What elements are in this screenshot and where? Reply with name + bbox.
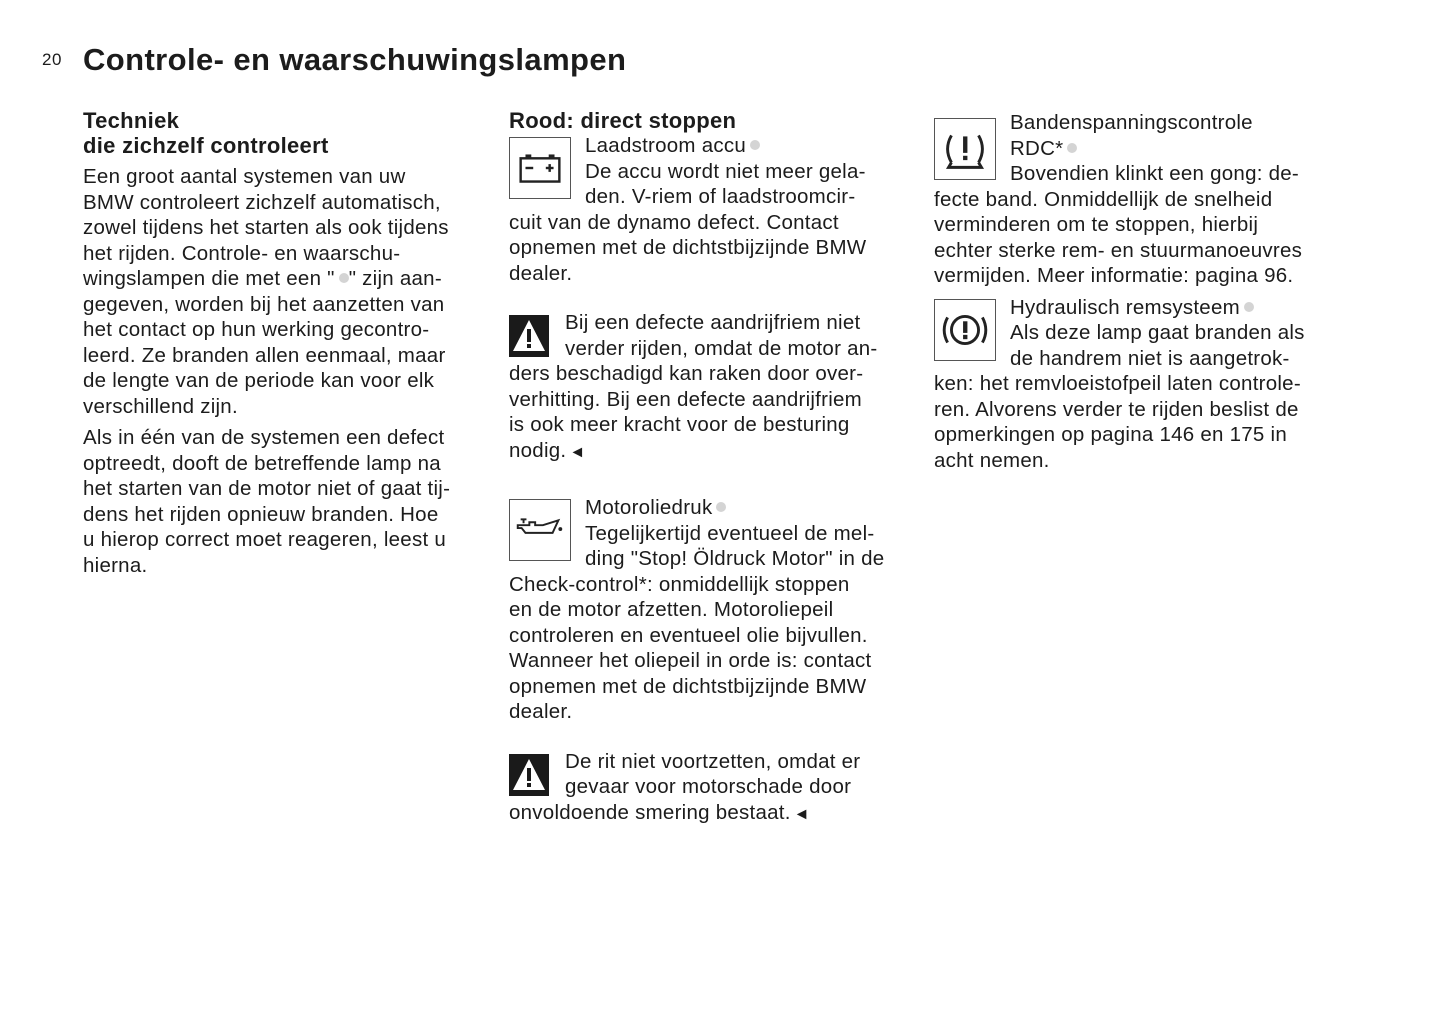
- check-bullet-icon: [716, 502, 726, 512]
- text-line: verder rijden, omdat de motor an-: [565, 336, 878, 360]
- text-line: ren. Alvorens verder te rijden beslist de: [934, 397, 1299, 421]
- text-line: ken: het remvloeistofpeil laten controle-: [934, 372, 1301, 395]
- end-mark-icon: ◄: [793, 805, 810, 823]
- column-rood: [509, 108, 919, 827]
- text-line: Als in één van de systemen een defect: [83, 426, 445, 449]
- text-line: vermijden. Meer informatie: pagina 96.: [934, 264, 1294, 287]
- text-line: Bij een defecte aandrijfriem niet: [565, 311, 861, 334]
- text-line: BMW controleert zichzelf automatisch,: [83, 190, 441, 214]
- text-line: opnemen met de dichtstbijzijnde BMW: [509, 674, 867, 698]
- text-line: het rijden. Controle- en waarschu-: [83, 241, 401, 265]
- page-number: 20: [42, 50, 62, 69]
- item-subtitle: RDC*: [934, 136, 1344, 162]
- section-heading: Rood: direct stoppen: [509, 108, 737, 133]
- item-title: Laadstroom accu: [509, 133, 919, 159]
- text-line: ders beschadigd kan raken door over-: [509, 362, 864, 385]
- text-line: fecte band. Onmiddellijk de snelheid: [934, 187, 1273, 211]
- warning-triangle-icon: [509, 315, 549, 357]
- warning-triangle-icon: [509, 754, 549, 796]
- check-bullet-icon: [1067, 143, 1077, 153]
- brake-block: [934, 295, 1344, 474]
- text-line: dealer.: [509, 261, 573, 285]
- text-line: verschillend zijn.: [83, 394, 238, 418]
- text-line: echter sterke rem- en stuurmanoeuvres: [934, 238, 1303, 262]
- section-heading: die zichzelf controleert: [83, 133, 329, 158]
- tire-pressure-icon: [934, 118, 996, 180]
- text-line: optreedt, dooft de betreffende lamp na: [83, 451, 441, 475]
- text-line: het starten van de motor niet of gaat tij-: [83, 477, 451, 500]
- brake-warning-icon: [934, 299, 996, 361]
- text-line: Wanneer het oliepeil in orde is: contact: [509, 649, 872, 672]
- text-line: acht nemen.: [934, 448, 1050, 472]
- paragraph-intro: [83, 164, 493, 419]
- text-line: dealer.: [509, 700, 573, 723]
- section-heading: Techniek: [83, 108, 180, 133]
- oil-block: [509, 495, 919, 725]
- text-line: gegeven, worden bij het aanzetten van: [83, 292, 445, 316]
- text-line: leerd. Ze branden allen eenmaal, maar: [83, 343, 446, 367]
- tire-block: [934, 110, 1344, 289]
- text-line: wingslampen die met een " " zijn aan-: [83, 267, 442, 290]
- item-title: Bandenspanningscontrole: [1010, 111, 1253, 134]
- text-line: dens het rijden opnieuw branden. Hoe: [83, 502, 439, 526]
- paragraph-defect: [83, 425, 493, 578]
- text-line: opmerkingen op pagina 146 en 175 in: [934, 423, 1287, 446]
- text-line: ding "Stop! Öldruck Motor" in de: [585, 547, 885, 570]
- text-line: u hierop correct moet reageren, leest u: [83, 528, 446, 551]
- column-techniek: [83, 108, 493, 578]
- text-line: verhitting. Bij een defecte aandrijfriem: [509, 387, 862, 411]
- text-line: onvoldoende smering bestaat. ◄: [509, 800, 810, 824]
- text-line: de lengte van de periode kan voor elk: [83, 369, 435, 392]
- text-line: De accu wordt niet meer gela-: [585, 159, 866, 183]
- page-title: Controle- en waarschuwingslampen: [83, 42, 627, 77]
- check-bullet-icon: [1244, 302, 1254, 312]
- text-line: nodig. ◄: [509, 438, 586, 462]
- text-line: het contact op hun werking gecontro-: [83, 318, 430, 341]
- text-line: controleren en eventueel olie bijvullen.: [509, 623, 868, 647]
- column-rdc: [934, 110, 1344, 473]
- item-title: Motoroliedruk: [509, 495, 919, 521]
- text-line: Een groot aantal systemen van uw: [83, 165, 406, 188]
- text-line: de handrem niet is aangetrok-: [1010, 346, 1290, 370]
- text-line: Bovendien klinkt een gong: de-: [1010, 162, 1300, 185]
- text-line: den. V-riem of laadstroomcir-: [585, 185, 856, 208]
- text-line: opnemen met de dichtstbijzijnde BMW: [509, 236, 867, 259]
- text-line: De rit niet voortzetten, omdat er: [565, 749, 861, 773]
- item-title: Hydraulisch remsysteem: [934, 295, 1344, 321]
- text-line: Als deze lamp gaat branden als: [1010, 321, 1305, 344]
- battery-block: [509, 133, 919, 286]
- text-line: is ook meer kracht voor de besturing: [509, 413, 850, 436]
- oil-can-icon: [509, 499, 571, 561]
- check-bullet-icon: [339, 273, 349, 283]
- text-line: en de motor afzetten. Motoroliepeil: [509, 598, 834, 621]
- text-line: Check-control*: onmiddellijk stoppen: [509, 572, 850, 596]
- text-line: hierna.: [83, 553, 148, 577]
- warning-block-belt: [509, 310, 919, 465]
- end-mark-icon: ◄: [569, 443, 586, 461]
- text-line: gevaar voor motorschade door: [565, 775, 852, 798]
- text-line: cuit van de dynamo defect. Contact: [509, 210, 839, 234]
- check-bullet-icon: [750, 140, 760, 150]
- text-line: verminderen om te stoppen, hierbij: [934, 213, 1259, 236]
- text-line: zowel tijdens het starten als ook tijdens: [83, 216, 449, 239]
- warning-block-oil: [509, 749, 919, 828]
- text-line: Tegelijkertijd eventueel de mel-: [585, 521, 875, 545]
- battery-icon: [509, 137, 571, 199]
